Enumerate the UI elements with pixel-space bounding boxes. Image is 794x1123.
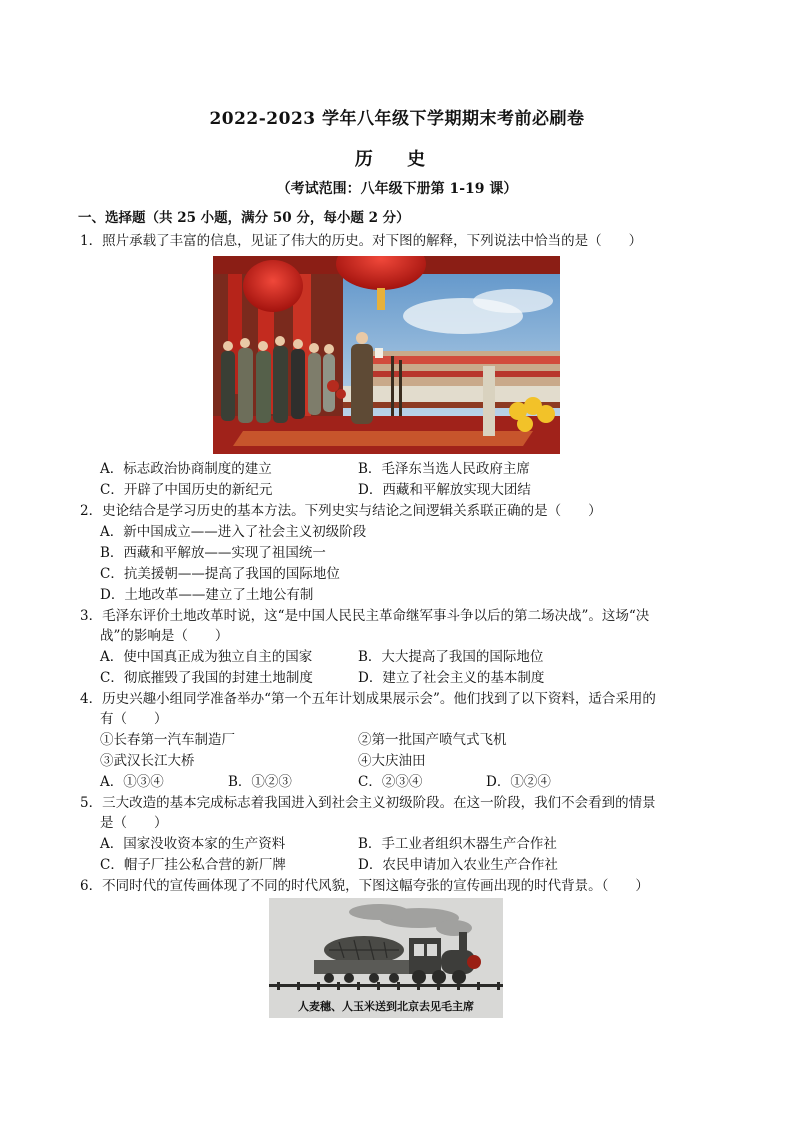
q5-option-d[interactable]: D．农民申请加入农业生产合作社 [358,857,558,873]
question-5-stem: 5．三大改造的基本完成标志着我国进入到社会主义初级阶段。在这一阶段，我们不会看到的情景 [80,795,656,811]
q2-option-b[interactable]: B．西藏和平解放——实现了祖国统一 [100,545,326,561]
q3-option-c[interactable]: C．彻底摧毁了我国的封建土地制度 [100,670,313,686]
question-2-stem: 2．史论结合是学习历史的基本方法。下列史实与结论之间逻辑关系联正确的是（ ） [80,503,602,519]
q4-item-1: ①长春第一汽车制造厂 [100,732,235,748]
question-1-stem: 1．照片承载了丰富的信息，见证了伟大的历史。对下图的解释，下列说法中恰当的是（ ） [80,233,643,249]
q5-option-a[interactable]: A．国家没收资本家的生产资料 [100,836,286,852]
founding-ceremony-painting [213,256,560,454]
question-4-stem-cont: 有（ ） [100,711,168,727]
q4-option-c[interactable]: C．②③④ [358,774,423,790]
q1-option-d[interactable]: D．西藏和平解放实现大团结 [358,482,531,498]
question-3-stem-cont: 战”的影响是（ ） [100,628,229,644]
q5-option-c[interactable]: C．帽子厂挂公私合营的新厂牌 [100,857,286,873]
q3-option-b[interactable]: B．大大提高了我国的国际地位 [358,649,544,665]
q4-option-d[interactable]: D．①②④ [486,774,551,790]
q2-option-a[interactable]: A．新中国成立——进入了社会主义初级阶段 [100,524,367,540]
question-6-stem: 6．不同时代的宣传画体现了不同的时代风貌，下图这幅夸张的宣传画出现的时代背景。（ ） [80,878,649,894]
subject-title: 历 史 [354,149,440,170]
section-heading: 一、选择题（共 25 小题，满分 50 分，每小题 2 分） [78,210,410,226]
q4-item-2: ②第一批国产喷气式飞机 [358,732,507,748]
q4-option-a[interactable]: A．①③④ [100,774,164,790]
question-4-stem: 4．历史兴趣小组同学准备举办“第一个五年计划成果展示会”。他们找到了以下资料，适合采用的 [80,691,656,707]
exam-scope: （考试范围：八年级下册第 1-19 课） [276,181,518,197]
q4-item-4: ④大庆油田 [358,753,426,769]
q1-option-c[interactable]: C．开辟了中国历史的新纪元 [100,482,273,498]
question-5-stem-cont: 是（ ） [100,815,168,831]
q5-option-b[interactable]: B．手工业者组织木器生产合作社 [358,836,557,852]
q4-item-3: ③武汉长江大桥 [100,753,195,769]
propaganda-poster [269,898,503,1018]
q3-option-a[interactable]: A．使中国真正成为独立自主的国家 [100,649,313,665]
poster-caption: 人麦穗、人玉米送到北京去见毛主席 [298,1000,474,1013]
q1-option-a[interactable]: A．标志政治协商制度的建立 [100,461,272,477]
q2-option-d[interactable]: D．土地改革——建立了土地公有制 [100,587,314,603]
q4-option-b[interactable]: B．①②③ [228,774,292,790]
question-3-stem: 3．毛泽东评价土地改革时说，这“是中国人民民主革命继军事斗争以后的第二场决战”。这场“决 [80,608,650,624]
q1-option-b[interactable]: B．毛泽东当选人民政府主席 [358,461,530,477]
q3-option-d[interactable]: D．建立了社会主义的基本制度 [358,670,545,686]
q2-option-c[interactable]: C．抗美援朝——提高了我国的国际地位 [100,566,340,582]
exam-title: 2022-2023 学年八年级下学期期末考前必刷卷 [209,109,585,129]
